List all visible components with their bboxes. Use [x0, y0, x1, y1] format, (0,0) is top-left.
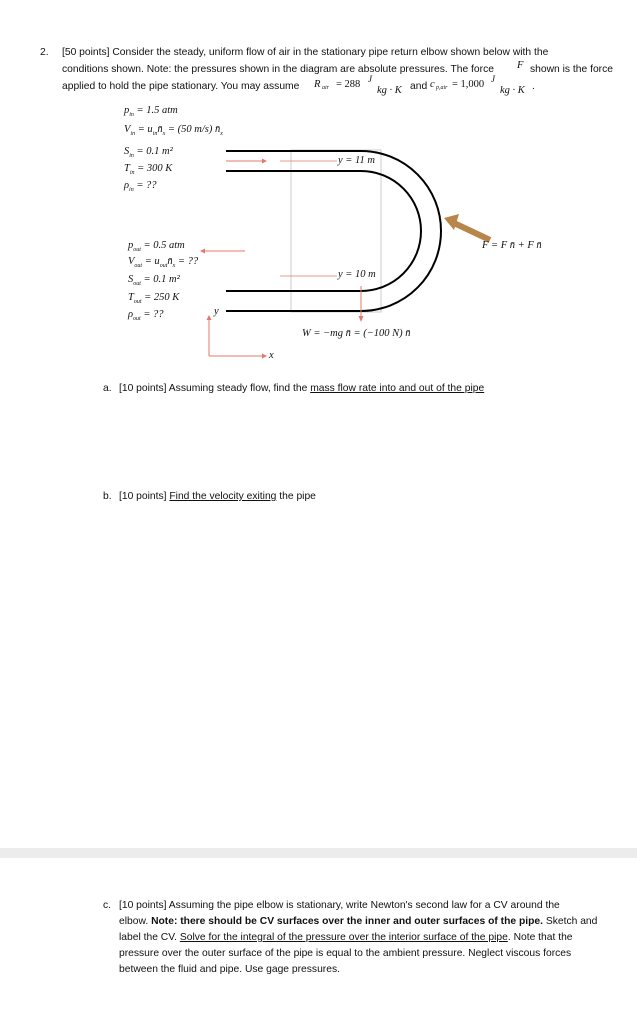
cp-value: = 1,000	[452, 79, 485, 90]
r-air-subscript: air	[322, 85, 330, 91]
outlet-temperature: $T_{out} = 250$ K	[128, 292, 180, 306]
r-air-unit-j: J	[368, 74, 372, 84]
part-c-line-5: between the fluid and pipe. Use gage pressures.	[119, 964, 340, 975]
part-c-line-3: label the CV. Solve for the integral of the pressure over the interior surface of the pipe. Note that the	[119, 932, 573, 943]
r-air-value: = 288	[336, 79, 361, 90]
problem-number: 2.	[40, 47, 49, 58]
cp-subscript: p,air	[436, 85, 448, 91]
outlet-flow-arrowhead	[200, 249, 205, 254]
applied-force-arrow	[454, 223, 490, 240]
force-symbol: F	[517, 60, 524, 71]
x-axis-arrowhead	[262, 354, 267, 359]
r-air-unit-kgk: kg · K	[377, 85, 402, 96]
inlet-pressure: $p_{in} = 1.5$ atm	[124, 105, 178, 119]
part-b-label: b.	[103, 491, 112, 502]
inlet-velocity: $V_{in}$ = $u_{in}n̄_x = (50$ m/s) $n̄_x$	[124, 124, 223, 138]
page-2	[0, 858, 637, 1024]
cp-unit-kgk: kg · K	[500, 85, 525, 96]
problem-line-1: [50 points] Consider the steady, uniform flow of air in the stationary pipe return elbow shown below with the	[62, 47, 549, 58]
weight-arrowhead	[359, 316, 364, 322]
part-c-line-4: pressure over the outer surface of the pipe is equal to the ambient pressure. Neglect viscous forces	[119, 948, 572, 959]
outlet-area: $S_{out} = 0.1$ m²	[128, 274, 180, 288]
outlet-height-label: y = 10 m	[338, 269, 376, 280]
inlet-area: $S_{in} = 0.1$ m²	[124, 146, 173, 160]
part-a-label: a.	[103, 383, 112, 394]
control-volume-box	[291, 150, 381, 312]
part-c-line-1: [10 points] Assuming the pipe elbow is stationary, write Newton's second law for a CV around the	[119, 900, 560, 911]
inlet-flow-arrowhead	[262, 159, 267, 164]
y-axis-label: y	[214, 306, 219, 317]
problem-line-2a: conditions shown. Note: the pressures shown in the diagram are absolute pressures. The force	[62, 64, 494, 75]
problem-line-3a: applied to hold the pipe stationary. You may assume	[62, 81, 300, 92]
inlet-height-label: y = 11 m	[338, 155, 375, 166]
weight-equation: W = −mg n̄ = (−100 N) n̄	[302, 328, 411, 339]
part-c-label: c.	[103, 900, 112, 911]
part-c-line-2: elbow. Note: there should be CV surfaces over the inner and outer surfaces of the pipe. Sketch and	[119, 916, 598, 927]
x-axis-label: x	[269, 350, 274, 361]
pipe-outer-wall	[226, 151, 441, 311]
pipe-inner-wall	[226, 171, 421, 291]
problem-line-2b: shown is the force	[530, 64, 613, 75]
part-a-text: [10 points] Assuming steady flow, find the mass flow rate into and out of the pipe	[119, 383, 485, 394]
end-dot: .	[532, 81, 535, 92]
and-text: and	[410, 81, 428, 92]
force-equation: F = F n̄ + F n̄	[482, 240, 542, 251]
inlet-temperature: $T_{in} = 300$ K	[124, 163, 173, 177]
outlet-pressure: $p_{out} = 0.5$ atm	[128, 240, 185, 254]
inlet-density: $\rho_{in}$ = ??	[124, 180, 157, 194]
cp-symbol: c	[430, 79, 435, 90]
outlet-density: $\rho_{out}$ = ??	[128, 309, 164, 323]
y-axis-arrowhead	[207, 315, 212, 320]
part-b-text: [10 points] Find the velocity exiting the pipe	[119, 491, 316, 502]
cp-unit-j: J	[491, 74, 495, 84]
r-air-symbol: R	[314, 79, 321, 90]
outlet-velocity: $V_{out}$ = $u_{out}n̄_x$ = ??	[128, 256, 199, 270]
